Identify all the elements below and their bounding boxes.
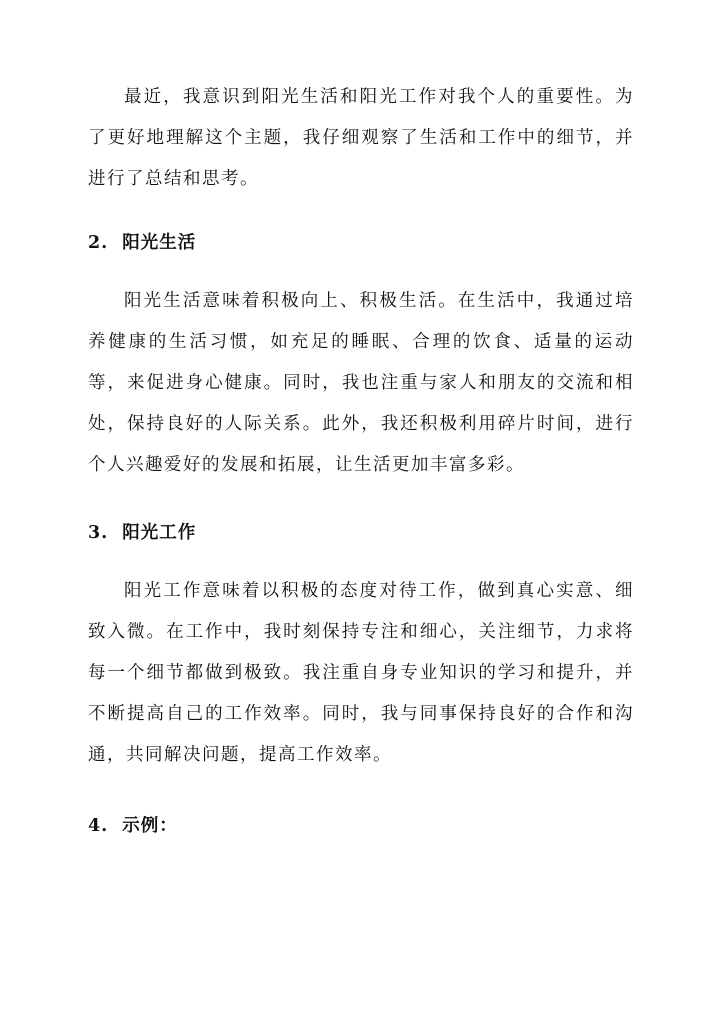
section-title: 阳光工作 [122,523,197,543]
section-number: 2. [88,233,109,253]
section-2-paragraph: 阳光生活意味着积极向上、积极生活。在生活中，我通过培养健康的生活习惯，如充足的睡眠、合理的饮食、适量的运动等，来促进身心健康。同时，我也注重与家人和朋友的交流和相处，保持良好的人际关系。此外，我还积极利用碎片时间，进行个人兴趣爱好的发展和拓展，让生活更加丰富多彩。 [88,291,634,475]
section-heading-4 [88,814,178,838]
section-3-paragraph: 阳光工作意味着以积极的态度对待工作，做到真心实意、细致入微。在工作中，我时刻保持专注和细心，关注细节，力求将每一个细节都做到极致。我注重自身专业知识的学习和提升，并不断提高自己的工作效率。同时，我与同事保持良好的合作和沟通，共同解决问题，提高工作效率。 [88,581,634,765]
intro-paragraph: 最近，我意识到阳光生活和阳光工作对我个人的重要性。为了更好地理解这个主题，我仔细观察了生活和工作中的细节，并进行了总结和思考。 [88,87,634,189]
section-number: 3. [88,523,109,543]
section-heading-2 [88,231,196,255]
section-title: 示例： [122,816,178,836]
section-title: 阳光生活 [122,233,197,253]
section-heading-3 [88,521,196,545]
section-number: 4. [88,816,109,836]
